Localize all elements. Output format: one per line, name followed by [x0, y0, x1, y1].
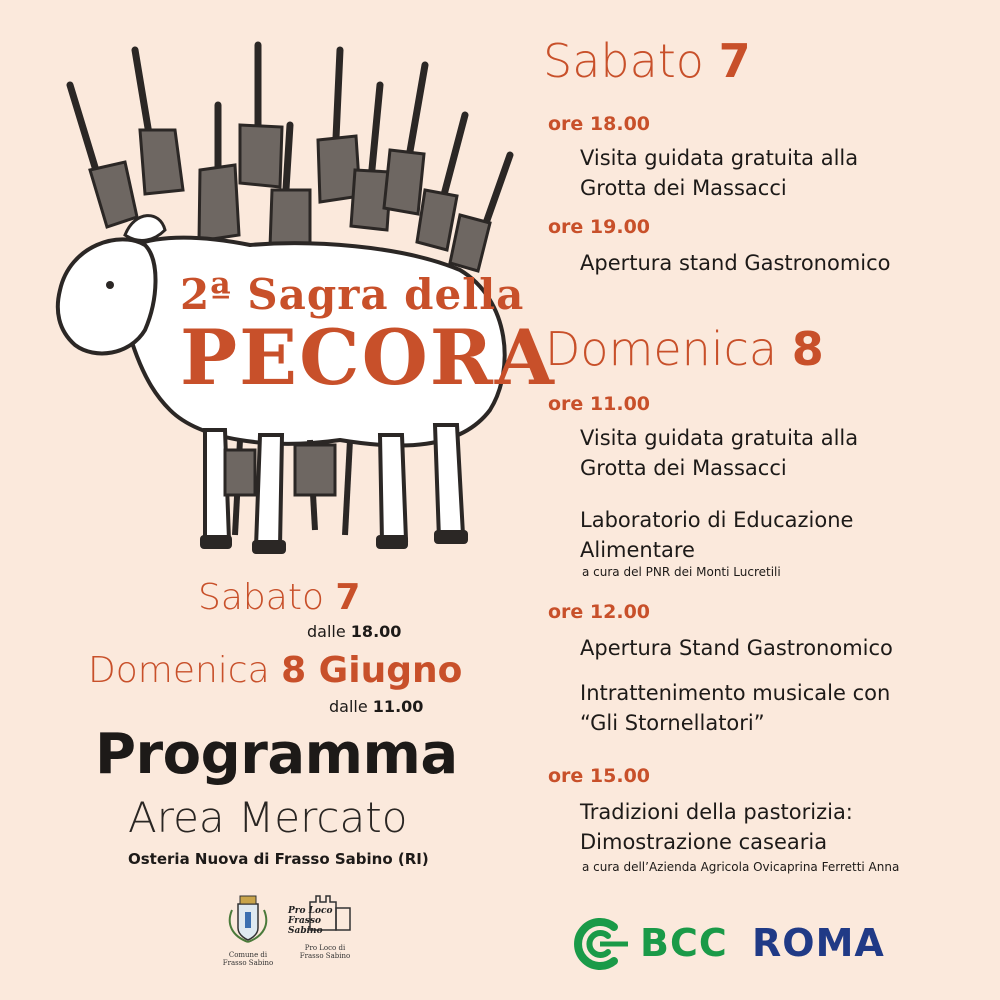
sat-time-2: ore 19.00 — [548, 216, 651, 238]
bcc-text: BCC — [640, 921, 728, 965]
sat-word: Sabato — [543, 34, 704, 88]
comune-caption-line2: Frasso Sabino — [222, 959, 274, 967]
sun-event-5-note: a cura dell’Azienda Agricola Ovicaprina Ferretti Anna — [582, 860, 900, 874]
sat-event-2: Apertura stand Gastronomico — [580, 251, 891, 275]
left-time2-value: 11.00 — [372, 697, 424, 716]
sun-event-1-line2: Grotta dei Massacci — [580, 456, 787, 480]
sheep-illustration — [40, 30, 556, 570]
sun-event-4 — [580, 678, 890, 738]
comune-caption-line1: Comune di — [228, 951, 268, 959]
proloco-caption — [290, 944, 360, 960]
left-time1-value: 18.00 — [350, 622, 402, 641]
left-time-sunday — [329, 697, 423, 716]
sun-event-5 — [580, 797, 853, 857]
sun-event-3: Apertura Stand Gastronomico — [580, 636, 893, 660]
sun-num: 8 — [791, 322, 824, 376]
sat-event-1-line2: Grotta dei Massacci — [580, 176, 787, 200]
sun-event-2 — [580, 505, 853, 565]
sun-event-1 — [580, 423, 858, 483]
festival-title-line2: PECORA — [180, 313, 556, 402]
bcc-symbol-icon — [570, 917, 632, 971]
proloco-crest — [290, 890, 360, 960]
sat-event-1 — [580, 143, 858, 203]
sponsor-logo — [570, 915, 890, 975]
proloco-caption-line2: Frasso Sabino — [299, 952, 351, 960]
left-day2-num: 8 Giugno — [281, 650, 463, 691]
sun-time-2: ore 12.00 — [548, 601, 651, 623]
schedule-sunday-heading — [545, 322, 824, 376]
sun-time-1: ore 11.00 — [548, 393, 651, 415]
comune-crest-icon — [218, 892, 278, 947]
left-time-saturday — [307, 622, 401, 641]
proloco-title: Pro Loco Frasso Sabino — [288, 906, 333, 936]
area-mercato: Area Mercato — [128, 793, 408, 842]
left-date-sunday — [88, 650, 462, 691]
sun-time-3: ore 15.00 — [548, 765, 651, 787]
sun-event-5-line1: Tradizioni della pastorizia: — [580, 800, 853, 824]
sun-event-2-line1: Laboratorio di Educazione — [580, 508, 854, 532]
programma-heading: Programma — [95, 722, 458, 787]
left-time2-prefix: dalle — [329, 697, 368, 716]
event-location: Osteria Nuova di Frasso Sabino (RI) — [128, 850, 429, 868]
left-day2-word: Domenica — [88, 650, 270, 691]
proloco-caption-line1: Pro Loco di — [304, 944, 346, 952]
left-day1-word: Sabato — [198, 577, 324, 618]
sun-event-2-note: a cura del PNR dei Monti Lucretili — [582, 565, 781, 579]
comune-crest — [218, 892, 278, 967]
sun-event-1-line1: Visita guidata gratuita alla — [580, 426, 859, 450]
left-time1-prefix: dalle — [307, 622, 346, 641]
roma-text: ROMA — [752, 921, 885, 965]
sun-event-2-line2: Alimentare — [580, 538, 695, 562]
sun-event-4-line1: Intrattenimento musicale con — [580, 681, 891, 705]
festival-title-line1: 2ª Sagra della — [180, 270, 525, 319]
sun-word: Domenica — [545, 322, 778, 376]
sat-num: 7 — [718, 34, 751, 88]
sat-time-1: ore 18.00 — [548, 113, 651, 135]
comune-caption — [218, 951, 278, 967]
schedule-saturday-heading — [543, 34, 751, 88]
sat-event-1-line1: Visita guidata gratuita alla — [580, 146, 859, 170]
left-date-saturday — [198, 577, 360, 618]
sun-event-5-line2: Dimostrazione casearia — [580, 830, 828, 854]
left-day1-num: 7 — [335, 577, 361, 618]
sun-event-4-line2: “Gli Stornellatori” — [580, 711, 765, 735]
